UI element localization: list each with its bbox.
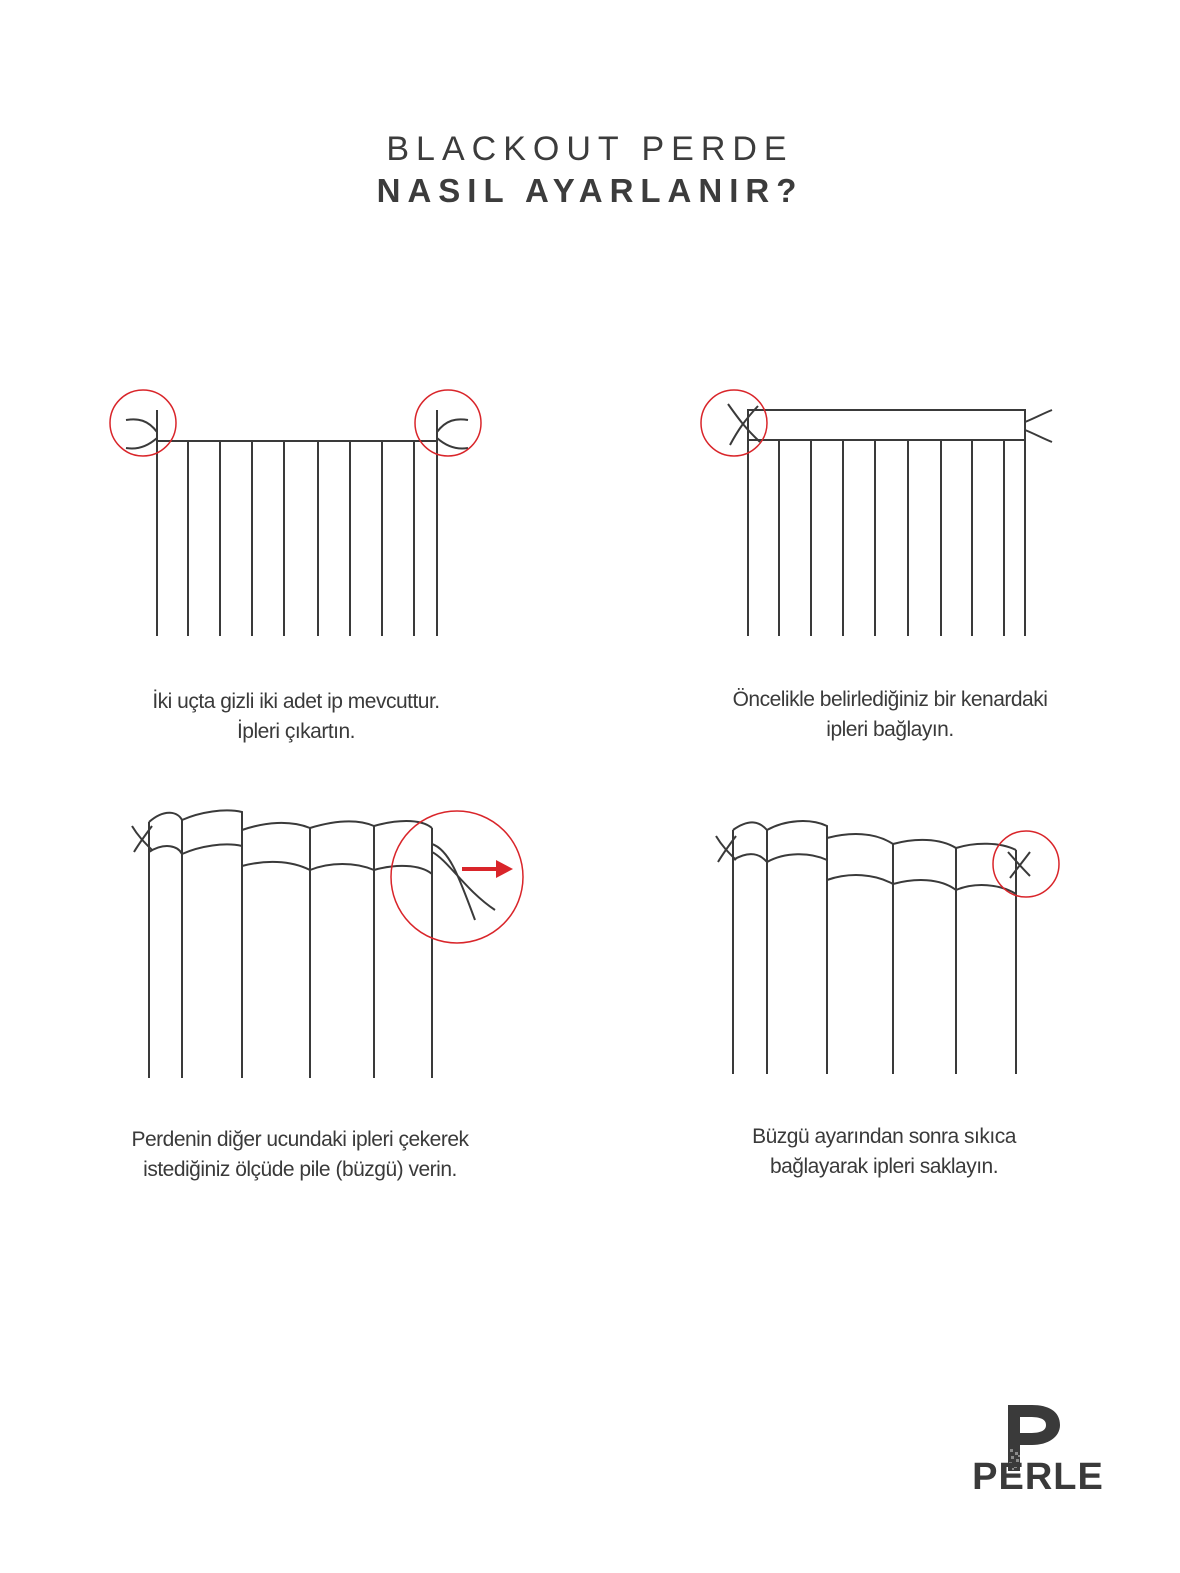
step-2-illustration bbox=[728, 404, 1052, 636]
page-title-line-1: BLACKOUT PERDE bbox=[386, 130, 794, 168]
string-end bbox=[437, 419, 468, 432]
highlight-circle bbox=[701, 390, 767, 456]
string-end bbox=[126, 419, 157, 432]
pull-direction-arrow bbox=[462, 860, 513, 878]
highlight-circle bbox=[391, 811, 523, 943]
gathered-top-edge bbox=[149, 810, 432, 830]
step-3-illustration bbox=[132, 810, 495, 1078]
step-4-caption-line-2: bağlayarak ipleri saklayın. bbox=[769, 1155, 999, 1178]
page-title-line-2: NASIL AYARLANIR? bbox=[376, 172, 804, 209]
step-1-caption bbox=[96, 687, 496, 747]
string-end bbox=[1025, 410, 1052, 422]
step-2-caption bbox=[680, 685, 1100, 745]
step-2-caption-line-1: Öncelikle belirlediğiniz bir kenardaki bbox=[732, 688, 1048, 711]
pull-string bbox=[432, 852, 495, 910]
gathered-band-edge bbox=[733, 854, 1016, 894]
string-end bbox=[1025, 430, 1052, 442]
step-3-caption bbox=[80, 1125, 520, 1185]
step-3-caption-line-1: Perdenin diğer ucundaki ipleri çekerek bbox=[131, 1128, 469, 1151]
gathered-band-edge bbox=[149, 844, 432, 874]
step-1-illustration bbox=[126, 410, 468, 636]
step-4-illustration bbox=[716, 821, 1030, 1074]
string-end bbox=[437, 438, 468, 449]
highlight-circle bbox=[993, 831, 1059, 897]
step-2-caption-line-2: ipleri bağlayın. bbox=[826, 718, 954, 741]
step-3-caption-line-2: istediğiniz ölçüde pile (büzgü) verin. bbox=[143, 1158, 457, 1181]
step-1-caption-line-2: İpleri çıkartın. bbox=[236, 720, 356, 743]
curtain-header-tape bbox=[748, 410, 1025, 440]
step-1-caption-line-1: İki uçta gizli iki adet ip mevcuttur. bbox=[152, 690, 440, 713]
step-4-caption-line-1: Büzgü ayarından sonra sıkıca bbox=[752, 1125, 1016, 1148]
step-4-caption bbox=[684, 1122, 1084, 1182]
gathered-top-edge bbox=[733, 821, 1016, 850]
string-end bbox=[126, 438, 157, 449]
brand-name: PERLE bbox=[972, 1456, 1104, 1498]
